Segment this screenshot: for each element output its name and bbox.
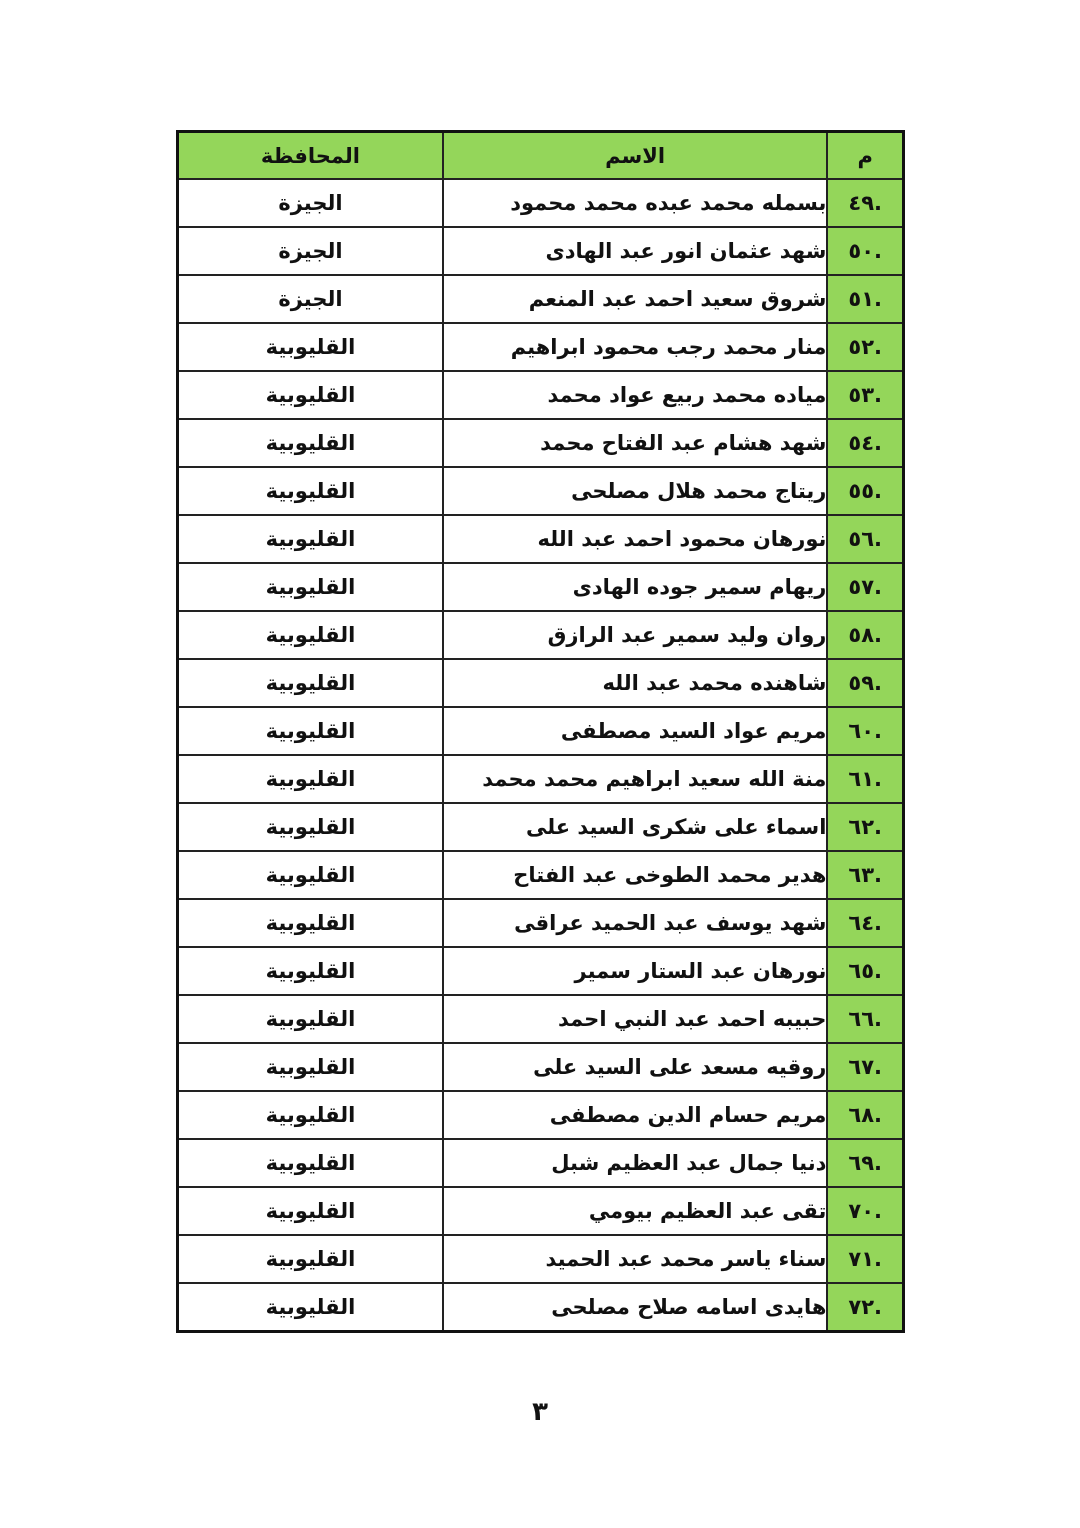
table-row xyxy=(178,467,904,515)
row-number: .٦٦ xyxy=(827,995,903,1043)
row-name: روان وليد سمير عبد الرازق xyxy=(443,611,828,659)
row-number: .٥٥ xyxy=(827,467,903,515)
row-name: هايدى اسامه صلاح مصلحى xyxy=(443,1283,828,1332)
row-governorate: الجيزة xyxy=(178,227,443,275)
row-governorate: القليوبية xyxy=(178,563,443,611)
table-row xyxy=(178,611,904,659)
row-governorate: القليوبية xyxy=(178,1283,443,1332)
row-number: .٥٧ xyxy=(827,563,903,611)
row-name: ريتاج محمد هلال مصلحى xyxy=(443,467,828,515)
row-number: .٥١ xyxy=(827,275,903,323)
table-row xyxy=(178,947,904,995)
row-governorate: القليوبية xyxy=(178,803,443,851)
row-name: شاهنده محمد عبد الله xyxy=(443,659,828,707)
table-row xyxy=(178,1139,904,1187)
row-number: .٥٣ xyxy=(827,371,903,419)
table-body xyxy=(178,179,904,1332)
header-num: م xyxy=(827,132,903,180)
table-row xyxy=(178,1043,904,1091)
table-row xyxy=(178,563,904,611)
row-governorate: القليوبية xyxy=(178,659,443,707)
row-number: .٦٩ xyxy=(827,1139,903,1187)
row-name: منة الله سعيد ابراهيم محمد محمد xyxy=(443,755,828,803)
row-number: .٦٠ xyxy=(827,707,903,755)
row-governorate: القليوبية xyxy=(178,1139,443,1187)
table-row xyxy=(178,371,904,419)
row-name: شهد عثمان انور عبد الهادى xyxy=(443,227,828,275)
row-governorate: القليوبية xyxy=(178,707,443,755)
table-row xyxy=(178,899,904,947)
row-governorate: القليوبية xyxy=(178,1091,443,1139)
row-governorate: القليوبية xyxy=(178,323,443,371)
table-row xyxy=(178,995,904,1043)
row-name: روقيه مسعد على السيد على xyxy=(443,1043,828,1091)
row-name: مريم عواد السيد مصطفى xyxy=(443,707,828,755)
row-number: .٧٢ xyxy=(827,1283,903,1332)
row-name: دنيا جمال عبد العظيم شبل xyxy=(443,1139,828,1187)
row-name: هدير محمد الطوخى عبد الفتاح xyxy=(443,851,828,899)
row-number: .٥٠ xyxy=(827,227,903,275)
row-number: .٥٨ xyxy=(827,611,903,659)
row-name: منار محمد رجب محمود ابراهيم xyxy=(443,323,828,371)
row-number: .٧٠ xyxy=(827,1187,903,1235)
row-number: .٤٩ xyxy=(827,179,903,227)
table-row xyxy=(178,323,904,371)
row-number: .٥٤ xyxy=(827,419,903,467)
row-name: سناء ياسر محمد عبد الحميد xyxy=(443,1235,828,1283)
table-header-row xyxy=(178,132,904,180)
row-number: .٥٦ xyxy=(827,515,903,563)
table-row xyxy=(178,1187,904,1235)
row-number: .٥٩ xyxy=(827,659,903,707)
row-name: مياده محمد ربيع عواد محمد xyxy=(443,371,828,419)
row-name: مريم حسام الدين مصطفى xyxy=(443,1091,828,1139)
row-governorate: القليوبية xyxy=(178,755,443,803)
table-row xyxy=(178,803,904,851)
row-number: .٦٧ xyxy=(827,1043,903,1091)
header-name: الاسم xyxy=(443,132,828,180)
table-row xyxy=(178,515,904,563)
header-governorate: المحافظة xyxy=(178,132,443,180)
row-governorate: الجيزة xyxy=(178,275,443,323)
table-row xyxy=(178,851,904,899)
row-name: اسماء على شكرى السيد على xyxy=(443,803,828,851)
row-governorate: القليوبية xyxy=(178,611,443,659)
row-governorate: القليوبية xyxy=(178,947,443,995)
row-name: نورهان عبد الستار سمير xyxy=(443,947,828,995)
row-name: شروق سعيد احمد عبد المنعم xyxy=(443,275,828,323)
row-number: .٦٤ xyxy=(827,899,903,947)
row-number: .٦٨ xyxy=(827,1091,903,1139)
row-governorate: القليوبية xyxy=(178,995,443,1043)
table-row xyxy=(178,707,904,755)
row-governorate: الجيزة xyxy=(178,179,443,227)
table-row xyxy=(178,419,904,467)
table-row xyxy=(178,275,904,323)
table-row xyxy=(178,1235,904,1283)
row-number: .٦٣ xyxy=(827,851,903,899)
row-name: بسمله محمد عبده محمد محمود xyxy=(443,179,828,227)
row-number: .٥٢ xyxy=(827,323,903,371)
row-governorate: القليوبية xyxy=(178,851,443,899)
row-name: حبيبه احمد عبد النبي احمد xyxy=(443,995,828,1043)
table-row xyxy=(178,1283,904,1332)
row-number: .٧١ xyxy=(827,1235,903,1283)
names-table xyxy=(176,130,905,1333)
table-row xyxy=(178,179,904,227)
row-name: شهد هشام عبد الفتاح محمد xyxy=(443,419,828,467)
row-name: تقى عبد العظيم بيومي xyxy=(443,1187,828,1235)
row-governorate: القليوبية xyxy=(178,371,443,419)
table-row xyxy=(178,227,904,275)
row-name: شهد يوسف عبد الحميد عراقى xyxy=(443,899,828,947)
page-number: ٣ xyxy=(532,1397,548,1427)
row-governorate: القليوبية xyxy=(178,515,443,563)
row-governorate: القليوبية xyxy=(178,419,443,467)
row-governorate: القليوبية xyxy=(178,1235,443,1283)
table-row xyxy=(178,659,904,707)
row-number: .٦٥ xyxy=(827,947,903,995)
row-name: نورهان محمود احمد عبد الله xyxy=(443,515,828,563)
row-governorate: القليوبية xyxy=(178,1187,443,1235)
row-governorate: القليوبية xyxy=(178,467,443,515)
row-number: .٦٢ xyxy=(827,803,903,851)
table-row xyxy=(178,755,904,803)
row-name: ريهام سمير جوده الهادى xyxy=(443,563,828,611)
row-governorate: القليوبية xyxy=(178,899,443,947)
table-row xyxy=(178,1091,904,1139)
row-number: .٦١ xyxy=(827,755,903,803)
row-governorate: القليوبية xyxy=(178,1043,443,1091)
